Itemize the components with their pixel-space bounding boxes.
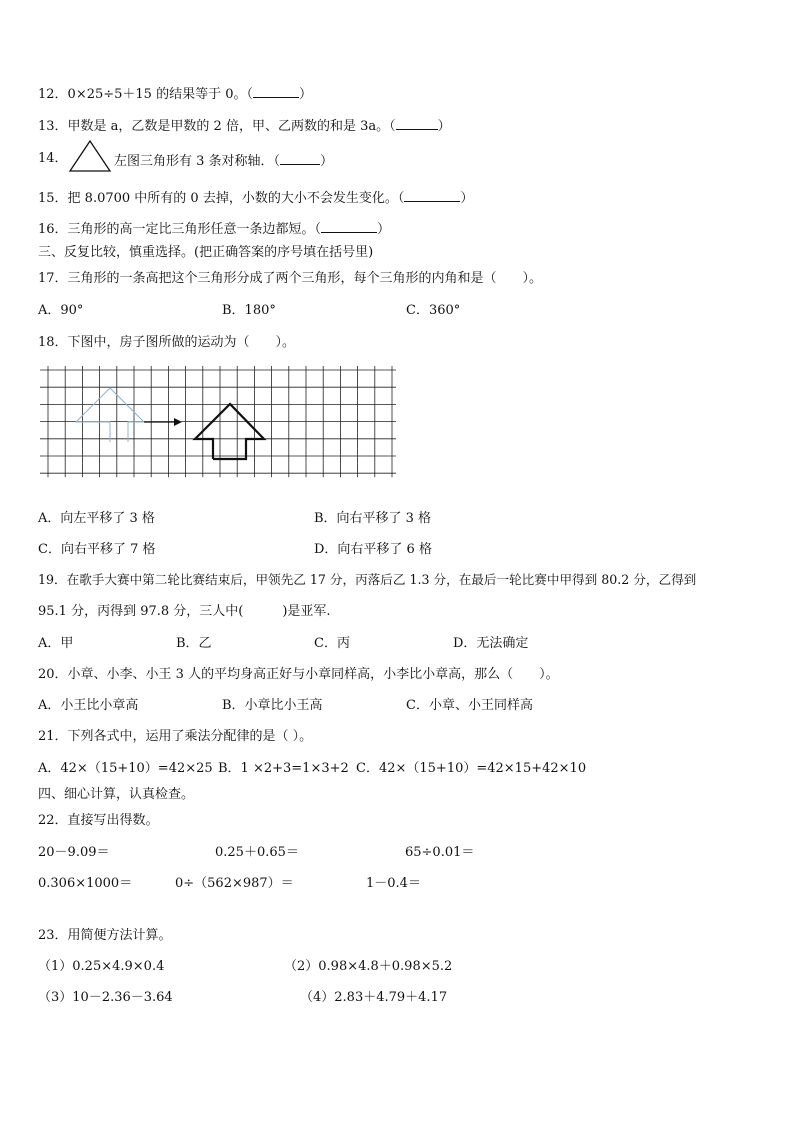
answer-blank: [404, 189, 460, 202]
question-23: 23．用简便方法计算。: [38, 928, 172, 943]
calculation-23-1: （1）0.25×4.9×0.4: [38, 959, 165, 974]
option-20-c: C．小章、小王同样高: [406, 698, 533, 713]
section-3-heading: 三、反复比较，慎重选择。(把正确答案的序号填在括号里): [38, 245, 374, 260]
expression-22-1: 20－9.09＝: [38, 845, 110, 860]
calculation-23-2: （2）0.98×4.8＋0.98×5.2: [284, 959, 453, 974]
question-12: 12．0×25÷5＋15 的结果等于 0。（ ）: [38, 87, 313, 102]
section-4-heading: 四、细心计算，认真检查。: [38, 787, 195, 802]
option-19-b: B．乙: [176, 636, 212, 651]
option-20-a: A．小王比小章高: [38, 698, 139, 713]
option-19-a: A．甲: [38, 636, 74, 651]
question-18: 18．下图中，房子图所做的运动为（ ）。: [38, 335, 296, 350]
question-21: 21．下列各式中，运用了乘法分配律的是（ ）。: [38, 729, 313, 744]
option-19-d: D．无法确定: [453, 636, 529, 651]
answer-blank: [321, 220, 377, 233]
translated-house: [195, 404, 264, 459]
option-17-a: A．90°: [38, 303, 84, 318]
expression-22-4: 0.306×1000＝: [38, 876, 133, 891]
question-19-line-1: 19．在歌手大赛中第二轮比赛结束后，甲领先乙 17 分，丙落后乙 1.3 分，在最后一轮比赛中甲得到 80.2 分，乙得到: [38, 572, 697, 587]
expression-22-2: 0.25＋0.65＝: [215, 845, 299, 860]
question-17: 17．三角形的一条高把这个三角形分成了两个三角形，每个三角形的内角和是（ ）。: [38, 271, 543, 286]
question-20: 20．小章、小李、小王 3 人的平均身高正好与小章同样高，小李比小章高，那么（ ）。: [38, 667, 559, 682]
answer-blank: [396, 117, 438, 130]
question-16: 16．三角形的高一定比三角形任意一条边都短。（ ）: [38, 222, 391, 237]
triangle-figure: [68, 139, 112, 173]
option-18-d: D．向右平移了 6 格: [314, 542, 432, 557]
question-14-text: 左图三角形有 3 条对称轴．（ ）: [114, 154, 334, 169]
arrow: [144, 418, 182, 426]
question-22: 22．直接写出得数。: [38, 813, 159, 828]
option-21-c: C．42×（15+10）=42×15+42×10: [356, 761, 587, 776]
question-14: 14．: [38, 151, 68, 166]
option-18-b: B．向右平移了 3 格: [314, 511, 432, 526]
question-19-line-2: 95.1 分，丙得到 97.8 分，三人中( )是亚军.: [38, 604, 331, 619]
option-17-b: B．180°: [222, 303, 276, 318]
expression-22-5: 0÷（562×987）＝: [175, 876, 294, 891]
answer-blank: [280, 152, 320, 165]
translation-grid-figure: [40, 368, 400, 490]
calculation-23-4: （4）2.83＋4.79＋4.17: [300, 990, 448, 1005]
option-18-c: C．向右平移了 7 格: [38, 542, 156, 557]
option-21-b: B．1 ×2+3=1×3+2: [218, 761, 349, 776]
option-20-b: B．小章比小王高: [222, 698, 323, 713]
expression-22-3: 65÷0.01＝: [405, 845, 475, 860]
option-18-a: A．向左平移了 3 格: [38, 511, 155, 526]
expression-22-6: 1－0.4＝: [366, 876, 421, 891]
question-13: 13．甲数是 a，乙数是甲数的 2 倍，甲、乙两数的和是 3a。（ ）: [38, 119, 451, 134]
question-15: 15．把 8.0700 中所有的 0 去掉，小数的大小不会发生变化。（ ）: [38, 191, 474, 206]
calculation-23-3: （3）10－2.36－3.64: [38, 990, 173, 1005]
option-21-a: A．42×（15+10）=42×25: [38, 761, 213, 776]
option-17-c: C．360°: [406, 303, 461, 318]
option-19-c: C．丙: [314, 636, 350, 651]
answer-blank: [253, 85, 299, 98]
